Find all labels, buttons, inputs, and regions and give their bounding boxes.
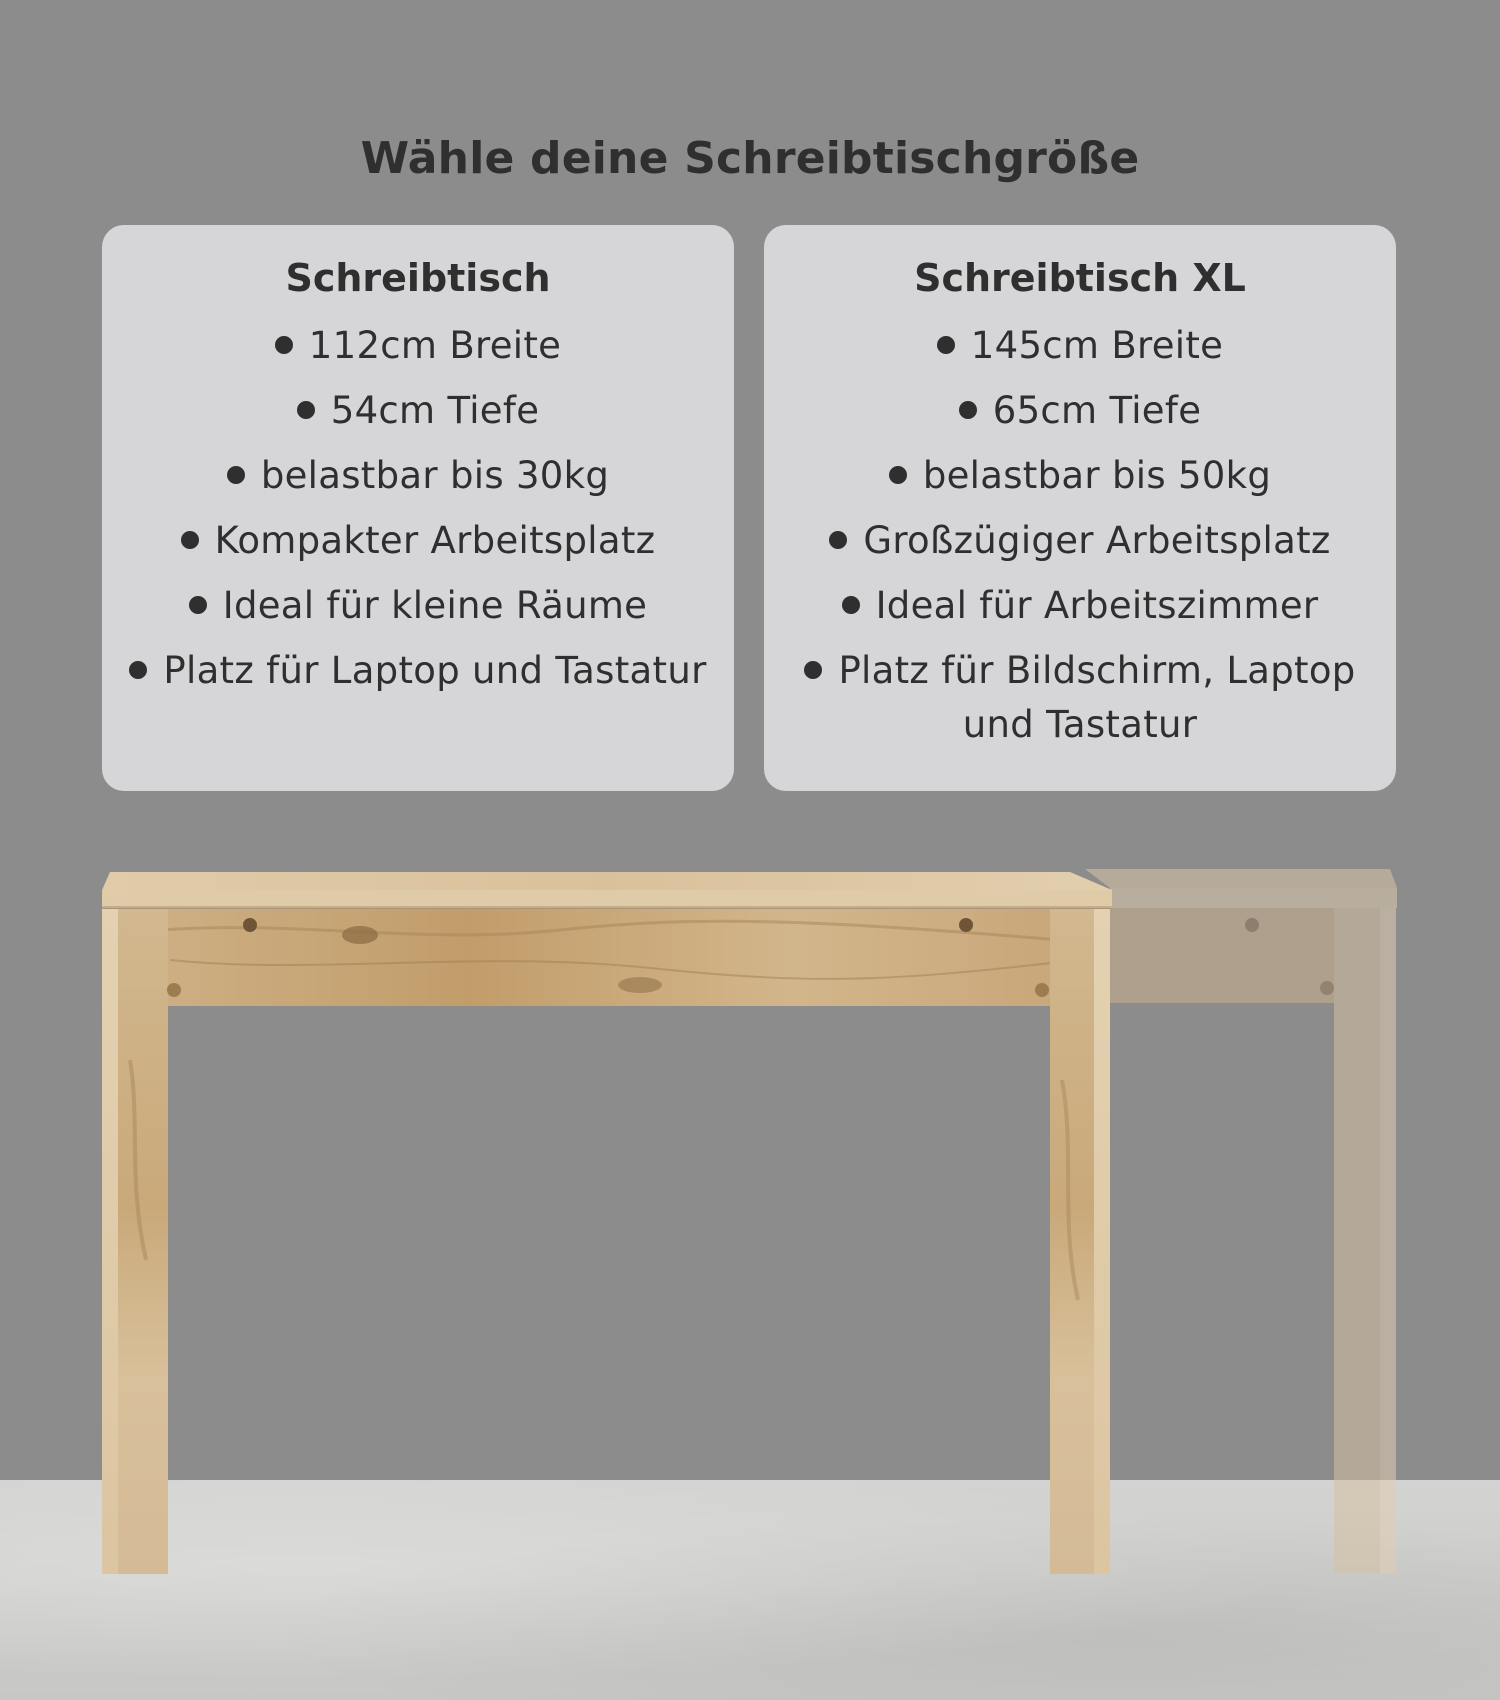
desk-xl-leg-edge xyxy=(1380,908,1396,1573)
desk-apron xyxy=(144,909,1072,1006)
desk-xl-ghost xyxy=(1085,869,1397,1573)
page-title: Wähle deine Schreibtischgröße xyxy=(360,133,1140,185)
desk-top-shadow xyxy=(102,906,1112,909)
desk-top-edge xyxy=(102,890,1112,908)
feature-text: 54cm Tiefe xyxy=(330,389,540,432)
dowel-hole xyxy=(1035,983,1049,997)
desk-standard xyxy=(102,872,1112,1574)
feature-text: Großzügiger Arbeitsplatz xyxy=(863,519,1331,562)
desk-xl-dowel xyxy=(1320,981,1334,995)
wood-knot xyxy=(618,977,662,993)
dowel-hole xyxy=(243,918,257,932)
feature-text: Platz für Bildschirm, Laptop und Tastatur xyxy=(838,649,1356,746)
dowel-hole xyxy=(959,918,973,932)
feature-text: 112cm Breite xyxy=(308,324,562,367)
card-title: Schreibtisch XL xyxy=(914,256,1246,300)
feature-text: belastbar bis 50kg xyxy=(922,454,1272,497)
desk-leg-left-edge xyxy=(102,909,118,1574)
feature-text: Ideal für kleine Räume xyxy=(222,584,648,627)
desk-leg-right-edge xyxy=(1094,909,1110,1574)
dowel-hole xyxy=(167,983,181,997)
desk-xl-top-edge xyxy=(1110,888,1397,908)
feature-text: Platz für Laptop und Tastatur xyxy=(163,649,707,692)
feature-text: 65cm Tiefe xyxy=(992,389,1202,432)
desk-xl-apron xyxy=(1110,908,1355,1003)
feature-text: belastbar bis 30kg xyxy=(260,454,610,497)
feature-text: Ideal für Arbeitszimmer xyxy=(875,584,1319,627)
desk-xl-dowel xyxy=(1245,918,1259,932)
desk-xl-top xyxy=(1085,869,1397,888)
wood-knot xyxy=(342,926,378,944)
desk-top xyxy=(102,872,1112,890)
feature-text: 145cm Breite xyxy=(970,324,1224,367)
feature-text: Kompakter Arbeitsplatz xyxy=(214,519,656,562)
card-title: Schreibtisch xyxy=(285,256,551,300)
